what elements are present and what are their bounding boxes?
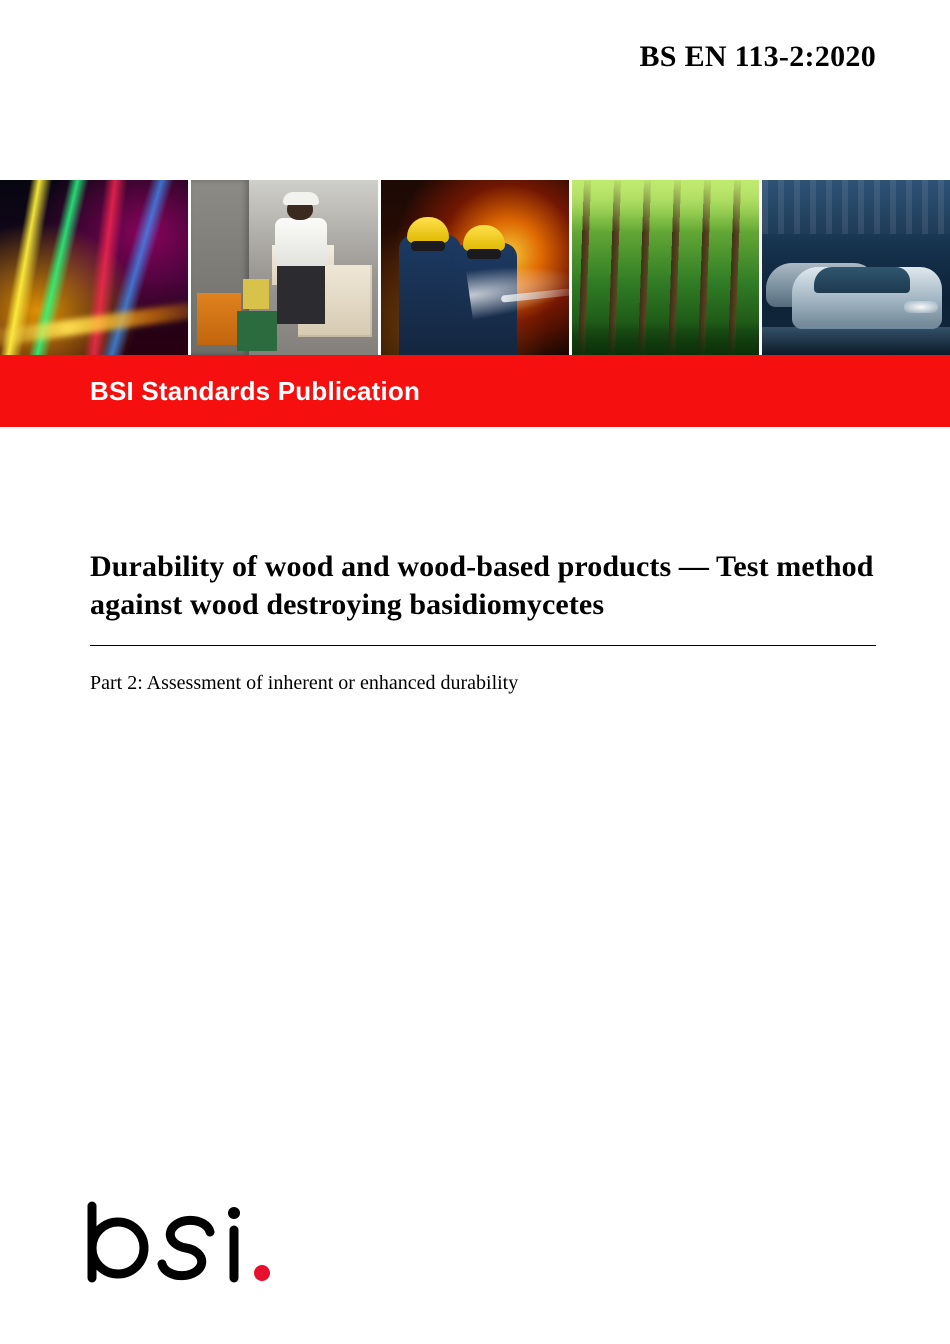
firefighter-helmet-left-shape	[407, 217, 449, 243]
part-subtitle: Part 2: Assessment of inherent or enhanced durability	[90, 671, 519, 694]
standards-publication-banner	[0, 355, 950, 427]
firefighter-visor-right-shape	[467, 249, 501, 259]
bsi-logo	[82, 1200, 302, 1286]
warehouse-worker-photo	[191, 180, 382, 355]
forest-canopy-shape	[572, 180, 760, 232]
page-title: Durability of wood and wood-based products — Test method against wood destroying basidiomycetes	[90, 550, 874, 622]
worker-trousers-shape	[277, 264, 325, 324]
worker-shirt-shape	[275, 218, 327, 266]
yellow-box-shape	[243, 279, 269, 309]
forest-floor-shape	[572, 321, 760, 355]
banner-label: BSI Standards Publication	[90, 376, 421, 406]
standard-number: BS EN 113-2:2020	[639, 40, 876, 73]
firefighter-helmet-right-shape	[463, 225, 505, 251]
firefighter-body-left-shape	[399, 235, 461, 355]
light-trails-photo	[0, 180, 191, 355]
green-crate-shape	[237, 311, 277, 351]
title-block	[90, 548, 876, 696]
title-divider	[90, 645, 876, 646]
factory-floor-shape	[762, 327, 950, 355]
orange-box-shape	[197, 293, 241, 345]
cover-image-strip	[0, 180, 950, 355]
car-windscreen-shape	[814, 267, 910, 293]
car-production-photo	[762, 180, 950, 355]
firefighter-visor-left-shape	[411, 241, 445, 251]
firefighters-photo	[381, 180, 572, 355]
car-headlight-shape	[904, 301, 938, 313]
worker-cap-shape	[283, 192, 319, 205]
forest-photo	[572, 180, 763, 355]
factory-ceiling-shape	[762, 180, 950, 234]
